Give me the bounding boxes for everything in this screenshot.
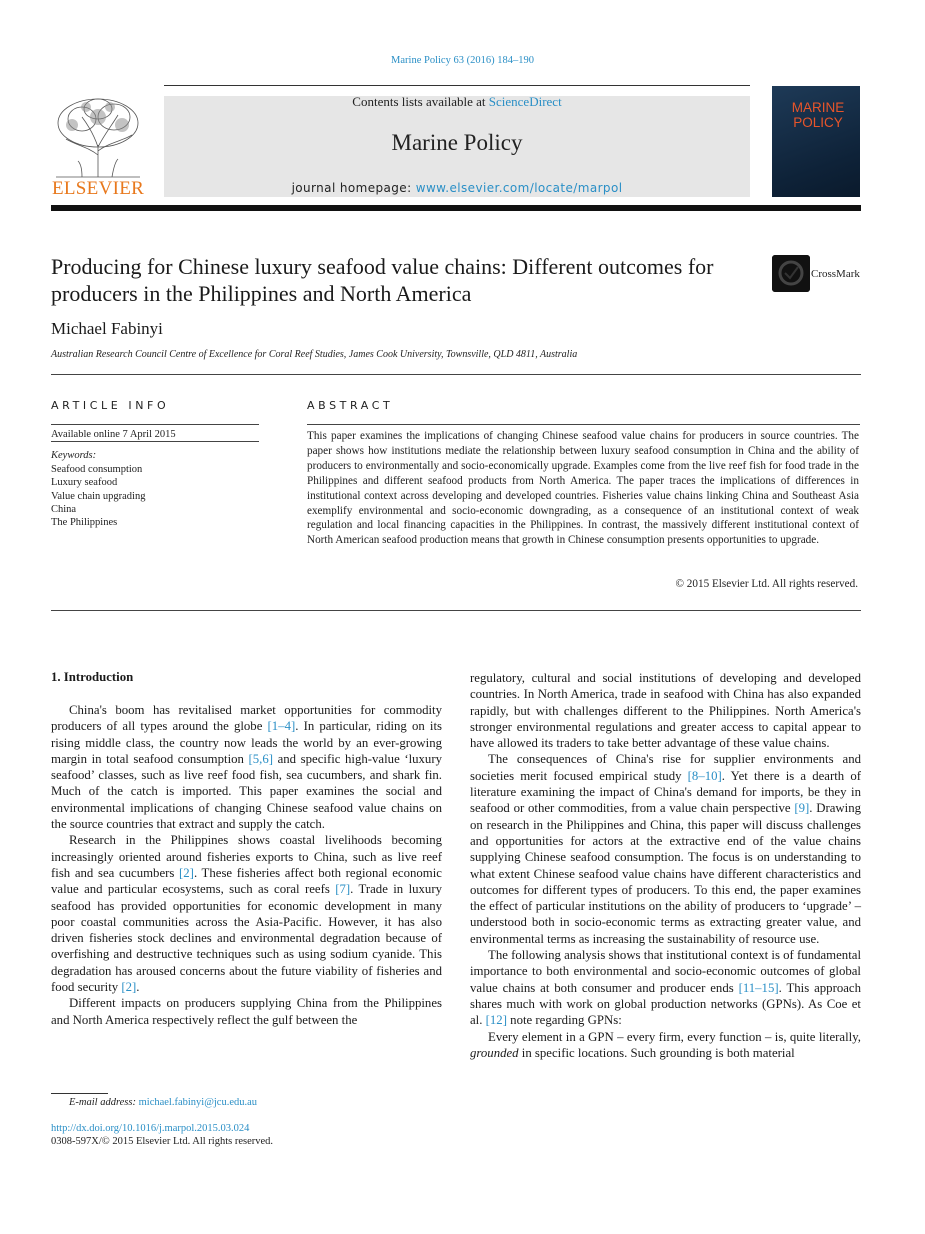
homepage-line <box>164 181 750 195</box>
body-column-left <box>51 702 442 1028</box>
divider <box>51 441 259 442</box>
author-affiliation: Australian Research Council Centre of Excellence for Coral Reef Studies, James Cook University, Townsville, QLD 4811, Australia <box>51 349 578 360</box>
footnote-rule <box>51 1093 108 1094</box>
email-link[interactable]: michael.fabinyi@jcu.edu.au <box>138 1097 258 1108</box>
issn-copyright: 0308-597X/© 2015 Elsevier Ltd. All rights reserved. <box>51 1136 274 1147</box>
paragraph <box>51 832 442 995</box>
text: . In particular, riding on its rising middle class, the country now leads the world by an ever-growing margin in total seafood consumption <box>51 719 442 766</box>
keywords-list <box>51 463 145 529</box>
paragraph <box>470 947 861 1028</box>
citation-link[interactable]: [1–4] <box>267 719 296 734</box>
header-thick-rule <box>51 205 861 211</box>
keyword-item: Seafood consumption <box>51 464 143 475</box>
homepage-link[interactable]: www.elsevier.com/locate/marpol <box>415 181 623 195</box>
paragraph: Different impacts on producers supplying China from the Philippines and North America respectively reflect the gulf between the <box>51 996 442 1027</box>
author-name: Michael Fabinyi <box>51 319 163 338</box>
text: and specific high-value ‘luxury seafood’ classes, such as live reef food fish, sea cucumbers, and shark fin. Much of the catch is imported. This paper examines the social and environmental implications of changing Chinese seafood value chains on the source countries that extract and supply the catch. <box>51 751 442 832</box>
divider <box>51 610 861 611</box>
copyright-notice: © 2015 Elsevier Ltd. All rights reserved. <box>675 578 858 590</box>
text: . Yet there is a dearth of literature examining the impact of China's demand for imports, be they in seafood or other commodities, from a value chain perspective <box>470 768 861 816</box>
text: Research in the Philippines shows coastal livelihoods becoming increasingly oriented around fisheries exports to China, such as live reef fish and sea cucumbers <box>51 833 442 880</box>
contents-prefix: Contents lists available at <box>352 94 489 109</box>
divider <box>307 424 860 425</box>
sciencedirect-link[interactable]: ScienceDirect <box>488 94 562 109</box>
body-column-right <box>470 670 861 1061</box>
keywords-label: Keywords: <box>51 450 97 461</box>
divider <box>51 424 259 425</box>
text: The following analysis shows that institutional context is of fundamental importance to both environmental and socio-economic outcomes of global value chains at both consumer and producer ends <box>470 948 861 995</box>
cover-title-line-2: POLICY <box>793 115 843 130</box>
text: Every element in a GPN – every firm, every function – is, quite literally, <box>488 1029 861 1044</box>
keyword-item: Luxury seafood <box>51 477 118 489</box>
paragraph <box>51 702 442 832</box>
citation-link[interactable]: [7] <box>335 882 351 897</box>
citation-link[interactable]: [5,6] <box>248 751 274 766</box>
text: . <box>136 980 140 995</box>
text: . This approach shares much with work on global production networks (GPNs). As Coe et al. <box>470 980 861 1028</box>
text: in specific locations. Such grounding is both material <box>518 1045 795 1060</box>
citation-link[interactable]: [12] <box>485 1013 507 1028</box>
keyword-item: Value chain upgrading <box>51 490 146 502</box>
elsevier-wordmark: ELSEVIER <box>52 178 145 199</box>
header-divider <box>164 85 750 86</box>
doi-link[interactable]: http://dx.doi.org/10.1016/j.marpol.2015.03.024 <box>51 1123 250 1134</box>
email-footnote <box>69 1097 257 1108</box>
contents-line <box>164 94 750 110</box>
section-heading-introduction: 1. Introduction <box>51 670 134 684</box>
article-info-heading: ARTICLE INFO <box>51 399 170 412</box>
elsevier-tree-logo-icon <box>52 95 144 179</box>
article-title: Producing for Chinese luxury seafood value chains: Different outcomes for producers in the Philippines and North America <box>51 254 714 306</box>
text: . Drawing on research in the Philippines and China, this paper will discuss challenges and opportunities for actors at the extractive end of the value chains supplying Chinese seafood consumption. The focus is on understanding to what extent Chinese seafood value chains have different characteristics and outcomes for different types of producers. To this end, the paper examines the effect of particular institutions on the ability of producers to ‘upgrade’ – understood both in socio-economic terms as extracting greater value, and environmental terms as increasing the sustainability of resource use. <box>470 801 861 946</box>
abstract-text: This paper examines the implications of changing Chinese seafood value chains for producers in source countries. The paper shows how institutions mediate the relationship between luxury seafood consumption in China and the ability of producers to environmentally and socio-economically upgrade. Examples come from the live reef fish for food trade in the Philippines and different seafood products from North America. The paper traces the implications of differences in institutional context across developing and developed countries. Fisheries value chains linking China and Southeast Asia exemplify environmental and socio-economic downgrading, as a consequence of an institutional context of weak regulation and local financing capacities in the Philippines. In contrast, the massively different institutional context of North American seafood production means that growth in Chinese consumption presents opportunities to upgrade. <box>307 430 859 547</box>
text: . Trade in luxury seafood has provided opportunities for economic development in many poor coastal communities across the Asia-Pacific. However, it has also driven fisheries stock declines and environmental degradation because of overfishing and destructive techniques such as using sodium cyanide. This degradation has aroused concerns about the future viability of fisheries and food security <box>51 882 442 995</box>
cover-title <box>778 100 858 130</box>
available-online-date: Available online 7 April 2015 <box>51 429 176 440</box>
citation-link[interactable]: [11–15] <box>738 980 779 995</box>
paragraph: regulatory, cultural and social institutions of developing and developed countries. In North America, trade in seafood with China has also expanded rapidly, but with challenges different to the Philippines. North America's stronger environmental regulations and greater access to capital appear to have allowed its traders to take better advantage of these value chains. <box>470 671 861 751</box>
divider <box>51 374 861 375</box>
citation-link[interactable]: [9] <box>794 801 810 816</box>
text: China's boom has revitalised market opportunities for commodity producers of all types around the globe <box>51 703 442 734</box>
homepage-prefix: journal homepage: <box>291 181 416 195</box>
citation-link[interactable]: [2] <box>121 980 137 995</box>
email-label: E-mail address: <box>69 1097 139 1108</box>
crossmark-icon[interactable] <box>772 255 810 292</box>
text: note regarding GPNs: <box>506 1013 622 1028</box>
keyword-item: The Philippines <box>51 517 118 529</box>
block-quote <box>470 1029 861 1062</box>
abstract-heading: ABSTRACT <box>307 399 394 412</box>
cover-title-line-1: MARINE <box>791 100 845 115</box>
crossmark-label[interactable]: CrossMark <box>811 268 860 280</box>
citation-link[interactable]: [8–10] <box>687 768 722 783</box>
text: The consequences of China's rise for supplier environments and societies merit focused empirical study <box>470 752 861 783</box>
emphasis: grounded <box>470 1045 519 1060</box>
journal-citation[interactable]: Marine Policy 63 (2016) 184–190 <box>391 55 534 66</box>
journal-name: Marine Policy <box>391 130 523 155</box>
paragraph <box>470 751 861 947</box>
text: . These fisheries affect both regional economic value and particular ecosystems, such as coral reefs <box>51 865 442 897</box>
keyword-item: China <box>51 503 77 515</box>
citation-link[interactable]: [2] <box>179 865 194 880</box>
